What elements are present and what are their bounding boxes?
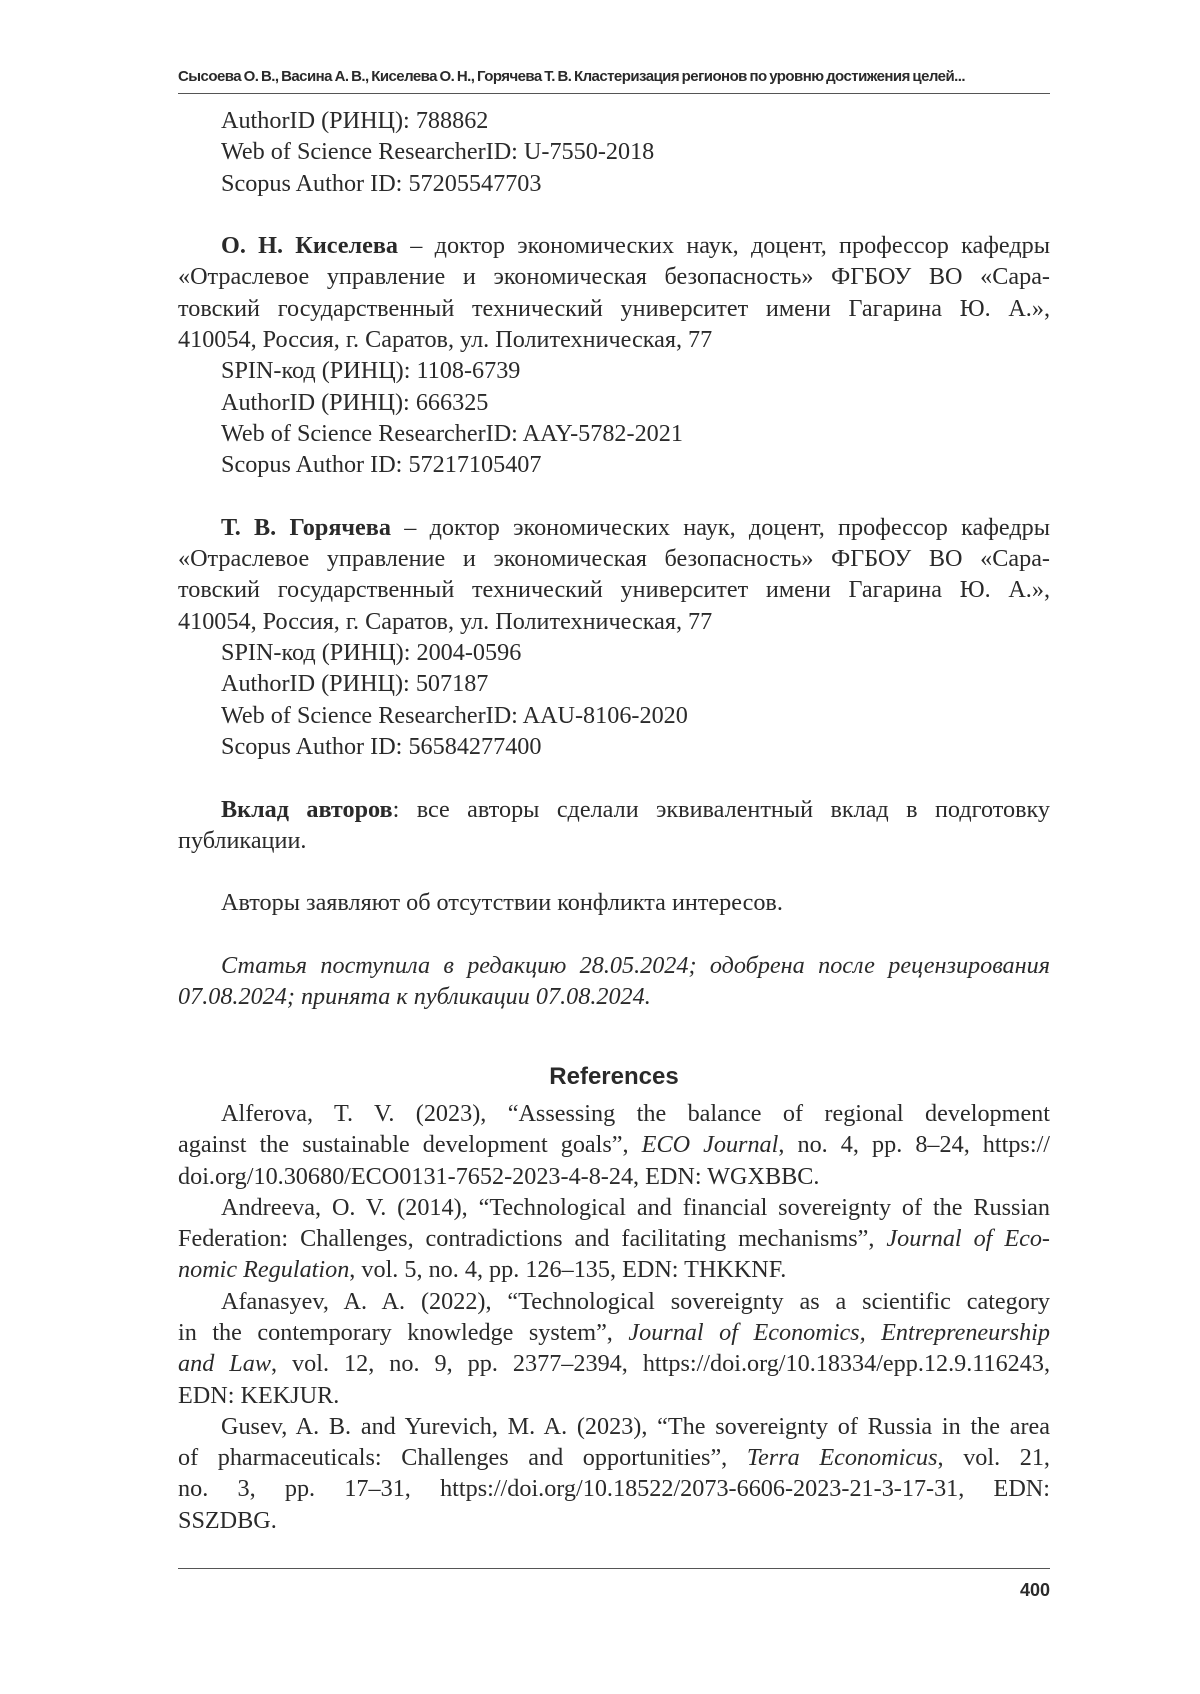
spacer	[178, 762, 1050, 793]
wos-id-line: Web of Science ResearcherID: AAU-8106-2020	[221, 701, 688, 729]
reference-text: , vol. 12, no. 9, pp. 2377–2394, https://doi.org/10.18334/epp.12.9.116243,	[270, 1350, 1050, 1378]
spacer	[178, 481, 1050, 512]
spin-line: SPIN-код (РИНЦ): 2004-0596	[221, 639, 522, 667]
bio-address-line: 410054, Россия, г. Саратов, ул. Политехническая, 77	[178, 607, 713, 635]
bio-first-line	[178, 230, 1050, 261]
reference-line	[178, 1254, 1050, 1285]
journal-name: nomic Regulation	[178, 1256, 350, 1284]
reference-item	[178, 1286, 1050, 1411]
spacer	[178, 199, 1050, 230]
reference-line	[178, 1129, 1050, 1160]
bio-text: – доктор экономических наук, доцент, профессор кафедры	[390, 513, 1050, 541]
page-body	[178, 105, 1050, 1536]
journal-name: and Law	[178, 1350, 271, 1378]
reference-line: SSZDBG.	[178, 1506, 277, 1534]
author-name: Т. В. Горячева	[221, 513, 391, 541]
reference-text: against the sustainable development goals”,	[178, 1131, 642, 1159]
authorid-line: AuthorID (РИНЦ): 507187	[221, 670, 489, 698]
reference-text: , vol. 21,	[937, 1444, 1050, 1472]
authorid-line: AuthorID (РИНЦ): 788862	[221, 107, 489, 134]
contribution-text: : все авторы сделали эквивалентный вклад в подготовку	[392, 795, 1050, 823]
reference-item	[178, 1411, 1050, 1536]
article-history	[178, 950, 1050, 1013]
footer-rule	[178, 1568, 1050, 1569]
reference-line: no. 3, pp. 17–31, https://doi.org/10.18522/2073-6606-2023-21-3-17-31, EDN:	[178, 1475, 1050, 1503]
journal-name: ECO Journal	[641, 1131, 779, 1159]
spacer	[178, 856, 1050, 887]
scopus-id-line: Scopus Author ID: 56584277400	[221, 732, 542, 760]
reference-text: of pharmaceuticals: Challenges and opportunities”,	[178, 1444, 747, 1472]
contribution-label: Вклад авторов	[221, 795, 393, 823]
reference-line: Alferova, T. V. (2023), “Assessing the balance of regional development	[221, 1099, 1050, 1127]
reference-line: Afanasyev, A. A. (2022), “Technological sovereignty as a scientific category	[221, 1287, 1050, 1315]
spacer	[178, 919, 1050, 950]
reference-text: in the contemporary knowledge system”,	[178, 1318, 629, 1346]
reference-line	[178, 1442, 1050, 1473]
reference-text: , no. 4, pp. 8–24, https://	[778, 1131, 1051, 1159]
page-number: 400	[1019, 1580, 1050, 1600]
bio-line: товский государственный технический университет имени Гагарина Ю. А.»,	[178, 294, 1050, 322]
contribution-first-line	[178, 794, 1050, 825]
history-line	[178, 981, 1050, 1012]
bio-first-line	[178, 512, 1050, 543]
reference-line: Gusev, A. B. and Yurevich, M. A. (2023), “The sovereignty of Russia in the area	[221, 1412, 1050, 1440]
scopus-id-line: Scopus Author ID: 57217105407	[221, 451, 542, 479]
journal-name: Terra Economicus	[746, 1444, 938, 1472]
journal-name: Journal of Economics, Entrepreneurship	[628, 1318, 1050, 1346]
reference-line: Andreeva, O. V. (2014), “Technological and financial sovereignty of the Russian	[221, 1193, 1050, 1221]
reference-line	[178, 1317, 1050, 1348]
authorid-line: AuthorID (РИНЦ): 666325	[221, 388, 489, 416]
journal-name: Journal of Eco-	[886, 1225, 1050, 1253]
reference-item	[178, 1192, 1050, 1286]
author-name: О. Н. Киселева	[221, 232, 398, 260]
running-header: Сысоева О. В., Васина А. В., Киселева О. Н., Горячева Т. В. Кластеризация регионов по уровню достижения целей...	[178, 68, 965, 85]
wos-id-line: Web of Science ResearcherID: U-7550-2018	[221, 138, 655, 166]
reference-line: EDN: KEKJUR.	[178, 1381, 340, 1409]
spacer	[178, 1044, 1050, 1060]
history-text: Статья поступила в редакцию 28.05.2024; одобрена после рецензирования	[221, 952, 1050, 980]
reference-line	[178, 1348, 1050, 1379]
history-text: 07.08.2024; принята к публикации 07.08.2024.	[178, 983, 651, 1011]
author-contribution	[178, 794, 1050, 857]
header-rule	[178, 93, 1050, 94]
bio-line: «Отраслевое управление и экономическая безопасность» ФГБОУ ВО «Сара-	[178, 545, 1050, 573]
wos-id-line: Web of Science ResearcherID: AAY-5782-2021	[221, 419, 683, 447]
contribution-line: публикации.	[178, 826, 307, 854]
history-line	[178, 950, 1050, 981]
conflict-statement: Авторы заявляют об отсутствии конфликта интересов.	[221, 889, 783, 917]
bio-address-line: 410054, Россия, г. Саратов, ул. Политехническая, 77	[178, 326, 713, 354]
spacer	[178, 1013, 1050, 1044]
reference-text: Federation: Challenges, contradictions and facilitating mechanisms”,	[178, 1225, 887, 1253]
bio-line: товский государственный технический университет имени Гагарина Ю. А.»,	[178, 576, 1050, 604]
reference-line	[178, 1223, 1050, 1254]
reference-text: , vol. 5, no. 4, pp. 126–135, EDN: THKKNF.	[349, 1256, 787, 1284]
author-bio-goryacheva	[178, 512, 1050, 762]
scopus-id-line: Scopus Author ID: 57205547703	[221, 169, 542, 197]
author-bio-kiseleva	[178, 230, 1050, 480]
bio-line: «Отраслевое управление и экономическая безопасность» ФГБОУ ВО «Сара-	[178, 263, 1050, 291]
bio-text: – доктор экономических наук, доцент, профессор кафедры	[397, 232, 1050, 260]
spin-line: SPIN-код (РИНЦ): 1108-6739	[221, 357, 521, 385]
reference-line: doi.org/10.30680/ECO0131-7652-2023-4-8-24, EDN: WGXBBC.	[178, 1162, 820, 1190]
reference-item	[178, 1098, 1050, 1192]
references-heading: References	[549, 1062, 679, 1090]
